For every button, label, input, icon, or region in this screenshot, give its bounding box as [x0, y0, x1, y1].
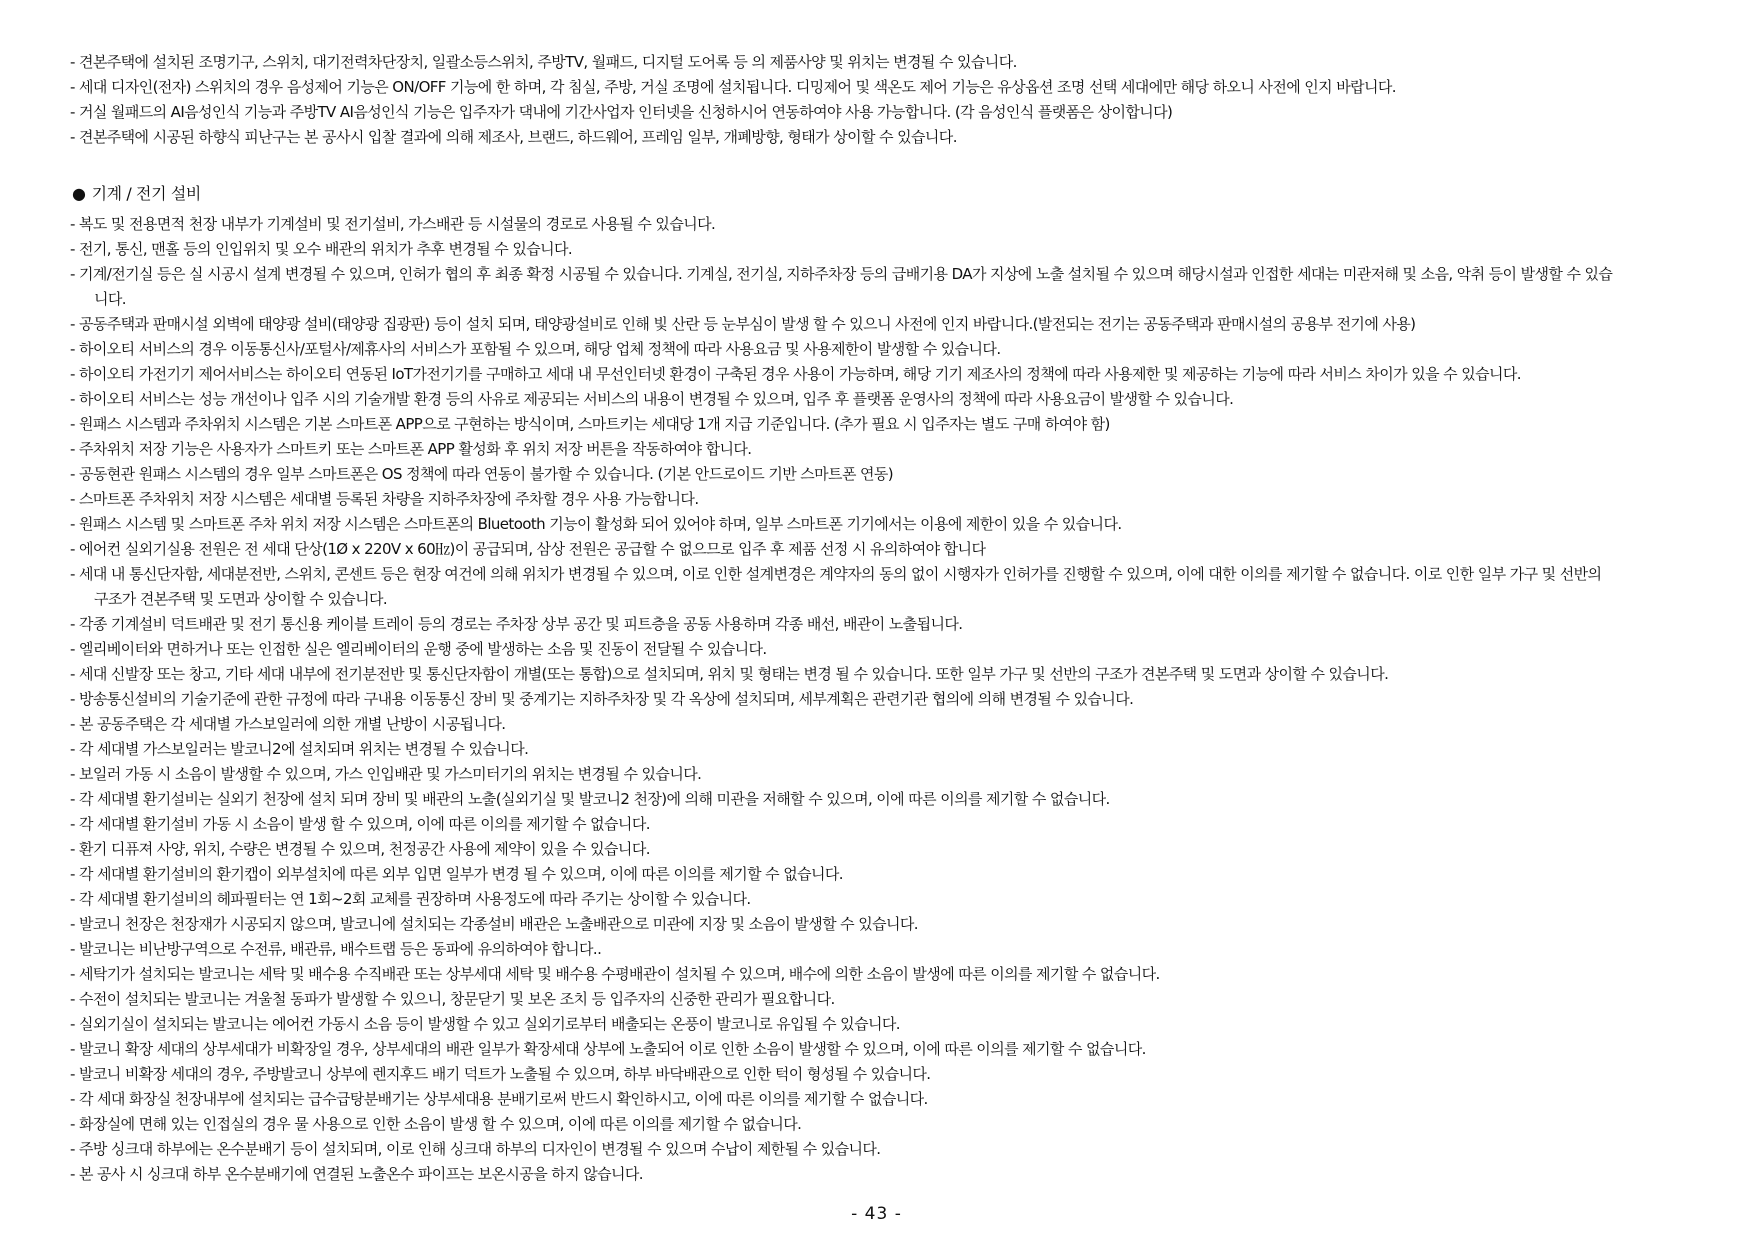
note-line: - 복도 및 전용면적 천장 내부가 기계설비 및 전기설비, 가스배관 등 시설물의 경로로 사용될 수 있습니다. — [70, 215, 716, 233]
note-line: - 주방 싱크대 하부에는 온수분배기 등이 설치되며, 이로 인해 싱크대 하부의 디자인이 변경될 수 있으며 수납이 제한될 수 있습니다. — [70, 1140, 881, 1158]
note-line: - 세대 내 통신단자함, 세대분전반, 스위치, 콘센트 등은 현장 여건에 의해 위치가 변경될 수 있으며, 이로 인한 설계변경은 계약자의 동의 없이 시행자가 인허가를 진행할 수 있으며, 이에 대한 이의를 제기할 수 없습니다. 이로 인한 일부 가구 및 선반의 — [70, 565, 1602, 583]
note-line: - 세대 디자인(전자) 스위치의 경우 음성제어 기능은 ON/OFF 기능에 한 하며, 각 침실, 주방, 거실 조명에 설치됩니다. 디밍제어 및 색온도 제어 기능은 유상옵션 조명 선택 세대에만 해당 하오니 사전에 인지 바랍니다. — [70, 78, 1396, 96]
note-line: - 각 세대 화장실 천장내부에 설치되는 급수급탕분배기는 상부세대용 분배기로써 반드시 확인하시고, 이에 따른 이의를 제기할 수 없습니다. — [70, 1090, 928, 1108]
note-line: - 발코니 천장은 천장재가 시공되지 않으며, 발코니에 설치되는 각종설비 배관은 노출배관으로 미관에 지장 및 소음이 발생할 수 있습니다. — [70, 915, 918, 933]
note-line: - 기계/전기실 등은 실 시공시 설계 변경될 수 있으며, 인허가 협의 후 최종 확정 시공될 수 있습니다. 기계실, 전기실, 지하주차장 등의 급배기용 DA가 지상에 노출 설치될 수 있으며 해당시설과 인접한 세대는 미관저해 및 소음, 악취 등이 발생할 수 있습 — [70, 265, 1613, 283]
note-line: - 각 세대별 환기설비는 실외기 천장에 설치 되며 장비 및 배관의 노출(실외기실 및 발코니2 천장)에 의해 미관을 저해할 수 있으며, 이에 따른 이의를 제기할 수 없습니다. — [70, 790, 1110, 808]
note-line: - 견본주택에 설치된 조명기구, 스위치, 대기전력차단장치, 일괄소등스위치, 주방TV, 월패드, 디지털 도어록 등 의 제품사양 및 위치는 변경될 수 있습니다. — [70, 53, 1017, 71]
note-line: - 방송통신설비의 기술기준에 관한 규정에 따라 구내용 이동통신 장비 및 중계기는 지하주차장 및 각 옥상에 설치되며, 세부계획은 관련기관 협의에 의해 변경될 수 있습니다. — [70, 690, 1134, 708]
note-line: - 환기 디퓨져 사양, 위치, 수량은 변경될 수 있으며, 천정공간 사용에 제약이 있을 수 있습니다. — [70, 840, 650, 858]
note-line: - 하이오티 서비스는 성능 개선이나 입주 시의 기술개발 환경 등의 사유로 제공되는 서비스의 내용이 변경될 수 있으며, 입주 후 플랫폼 운영사의 정책에 따라 사용요금이 발생할 수 있습니다. — [70, 390, 1234, 408]
top-notes — [70, 50, 1730, 150]
note-line: - 발코니는 비난방구역으로 수전류, 배관류, 배수트랩 등은 동파에 유의하여야 합니다.. — [70, 940, 602, 958]
bullet-icon: ● — [72, 184, 86, 203]
note-line: - 원패스 시스템과 주차위치 시스템은 기본 스마트폰 APP으로 구현하는 방식이며, 스마트키는 세대당 1개 지급 기준입니다. (추가 필요 시 입주자는 별도 구매 하여야 함) — [70, 415, 1110, 433]
note-line: - 에어컨 실외기실용 전원은 전 세대 단상(1Ø x 220V x 60㎐)이 공급되며, 삼상 전원은 공급할 수 없으므로 입주 후 제품 선정 시 유의하여야 합니다 — [70, 540, 986, 558]
note-line: - 각 세대별 가스보일러는 발코니2에 설치되며 위치는 변경될 수 있습니다. — [70, 740, 529, 758]
note-line: - 거실 월패드의 AI음성인식 기능과 주방TV AI음성인식 기능은 입주자가 댁내에 기간사업자 인터넷을 신청하시어 연동하여야 사용 가능합니다. (각 음성인식 플랫폼은 상이합니다) — [70, 103, 1173, 121]
note-line: - 견본주택에 시공된 하향식 피난구는 본 공사시 입찰 결과에 의해 제조사, 브랜드, 하드웨어, 프레임 일부, 개폐방향, 형태가 상이할 수 있습니다. — [70, 128, 957, 146]
note-line: - 화장실에 면해 있는 인접실의 경우 물 사용으로 인한 소음이 발생 할 수 있으며, 이에 따른 이의를 제기할 수 없습니다. — [70, 1115, 802, 1133]
note-line: - 발코니 확장 세대의 상부세대가 비확장일 경우, 상부세대의 배관 일부가 확장세대 상부에 노출되어 이로 인한 소음이 발생할 수 있으며, 이에 따른 이의를 제기할 수 없습니다. — [70, 1040, 1146, 1058]
note-line: - 각 세대별 환기설비의 헤파필터는 연 1회~2회 교체를 권장하며 사용정도에 따라 주기는 상이할 수 있습니다. — [70, 890, 751, 908]
note-line: - 엘리베이터와 면하거나 또는 인접한 실은 엘리베이터의 운행 중에 발생하는 소음 및 진동이 전달될 수 있습니다. — [70, 640, 767, 658]
note-line-continuation: 니다. — [94, 290, 126, 308]
note-line: - 실외기실이 설치되는 발코니는 에어컨 가동시 소음 등이 발생할 수 있고 실외기로부터 배출되는 온풍이 발코니로 유입될 수 있습니다. — [70, 1015, 900, 1033]
note-line: - 본 공동주택은 각 세대별 가스보일러에 의한 개별 난방이 시공됩니다. — [70, 715, 506, 733]
note-line: - 하이오티 가전기기 제어서비스는 하이오티 연동된 IoT가전기기를 구매하고 세대 내 무선인터넷 환경이 구축된 경우 사용이 가능하며, 해당 기기 제조사의 정책에 따라 사용제한 및 제공하는 기능에 따라 서비스 차이가 있을 수 있습니다. — [70, 365, 1521, 383]
note-line: - 각 세대별 환기설비의 환기캡이 외부설치에 따른 외부 입면 일부가 변경 될 수 있으며, 이에 따른 이의를 제기할 수 없습니다. — [70, 865, 843, 883]
section-title: 기계 / 전기 설비 — [91, 184, 201, 203]
note-line: - 스마트폰 주차위치 저장 시스템은 세대별 등록된 차량을 지하주차장에 주차할 경우 사용 가능합니다. — [70, 490, 699, 508]
note-line: - 원패스 시스템 및 스마트폰 주차 위치 저장 시스템은 스마트폰의 Bluetooth 기능이 활성화 되어 있어야 하며, 일부 스마트폰 기기에서는 이용에 제한이 있을 수 있습니다. — [70, 515, 1122, 533]
note-line: - 세대 신발장 또는 창고, 기타 세대 내부에 전기분전반 및 통신단자함이 개별(또는 통합)으로 설치되며, 위치 및 형태는 변경 될 수 있습니다. 또한 일부 가구 및 선반의 구조가 견본주택 및 도면과 상이할 수 있습니다. — [70, 665, 1389, 683]
note-line: - 발코니 비확장 세대의 경우, 주방발코니 상부에 렌지후드 배기 덕트가 노출될 수 있으며, 하부 바닥배관으로 인한 턱이 형성될 수 있습니다. — [70, 1065, 931, 1083]
section-heading — [72, 182, 201, 206]
note-line: - 전기, 통신, 맨홀 등의 인입위치 및 오수 배관의 위치가 추후 변경될 수 있습니다. — [70, 240, 573, 258]
section-notes — [70, 212, 1730, 1187]
page-number: - 43 - — [851, 1204, 902, 1224]
note-line-continuation: 구조가 견본주택 및 도면과 상이할 수 있습니다. — [94, 590, 388, 608]
note-line: - 하이오티 서비스의 경우 이동통신사/포털사/제휴사의 서비스가 포함될 수 있으며, 해당 업체 정책에 따라 사용요금 및 사용제한이 발생할 수 있습니다. — [70, 340, 1001, 358]
note-line: - 각 세대별 환기설비 가동 시 소음이 발생 할 수 있으며, 이에 따른 이의를 제기할 수 없습니다. — [70, 815, 650, 833]
note-line: - 세탁기가 설치되는 발코니는 세탁 및 배수용 수직배관 또는 상부세대 세탁 및 배수용 수평배관이 설치될 수 있으며, 배수에 의한 소음이 발생에 따른 이의를 제기할 수 없습니다. — [70, 965, 1160, 983]
note-line: - 본 공사 시 싱크대 하부 온수분배기에 연결된 노출온수 파이프는 보온시공을 하지 않습니다. — [70, 1165, 643, 1183]
note-line: - 수전이 설치되는 발코니는 겨울철 동파가 발생할 수 있으니, 창문닫기 및 보온 조치 등 입주자의 신중한 관리가 필요합니다. — [70, 990, 835, 1008]
note-line: - 보일러 가동 시 소음이 발생할 수 있으며, 가스 인입배관 및 가스미터기의 위치는 변경될 수 있습니다. — [70, 765, 702, 783]
note-line: - 공동주택과 판매시설 외벽에 태양광 설비(태양광 집광판) 등이 설치 되며, 태양광설비로 인해 빛 산란 등 눈부심이 발생 할 수 있으니 사전에 인지 바랍니다.(발전되는 전기는 공동주택과 판매시설의 공용부 전기에 사용) — [70, 315, 1416, 333]
note-line: - 주차위치 저장 기능은 사용자가 스마트키 또는 스마트폰 APP 활성화 후 위치 저장 버튼을 작동하여야 합니다. — [70, 440, 752, 458]
note-line: - 각종 기계설비 덕트배관 및 전기 통신용 케이블 트레이 등의 경로는 주차장 상부 공간 및 피트층을 공동 사용하며 각종 배선, 배관이 노출됩니다. — [70, 615, 963, 633]
note-line: - 공동현관 원패스 시스템의 경우 일부 스마트폰은 OS 정책에 따라 연동이 불가할 수 있습니다. (기본 안드로이드 기반 스마트폰 연동) — [70, 465, 894, 483]
